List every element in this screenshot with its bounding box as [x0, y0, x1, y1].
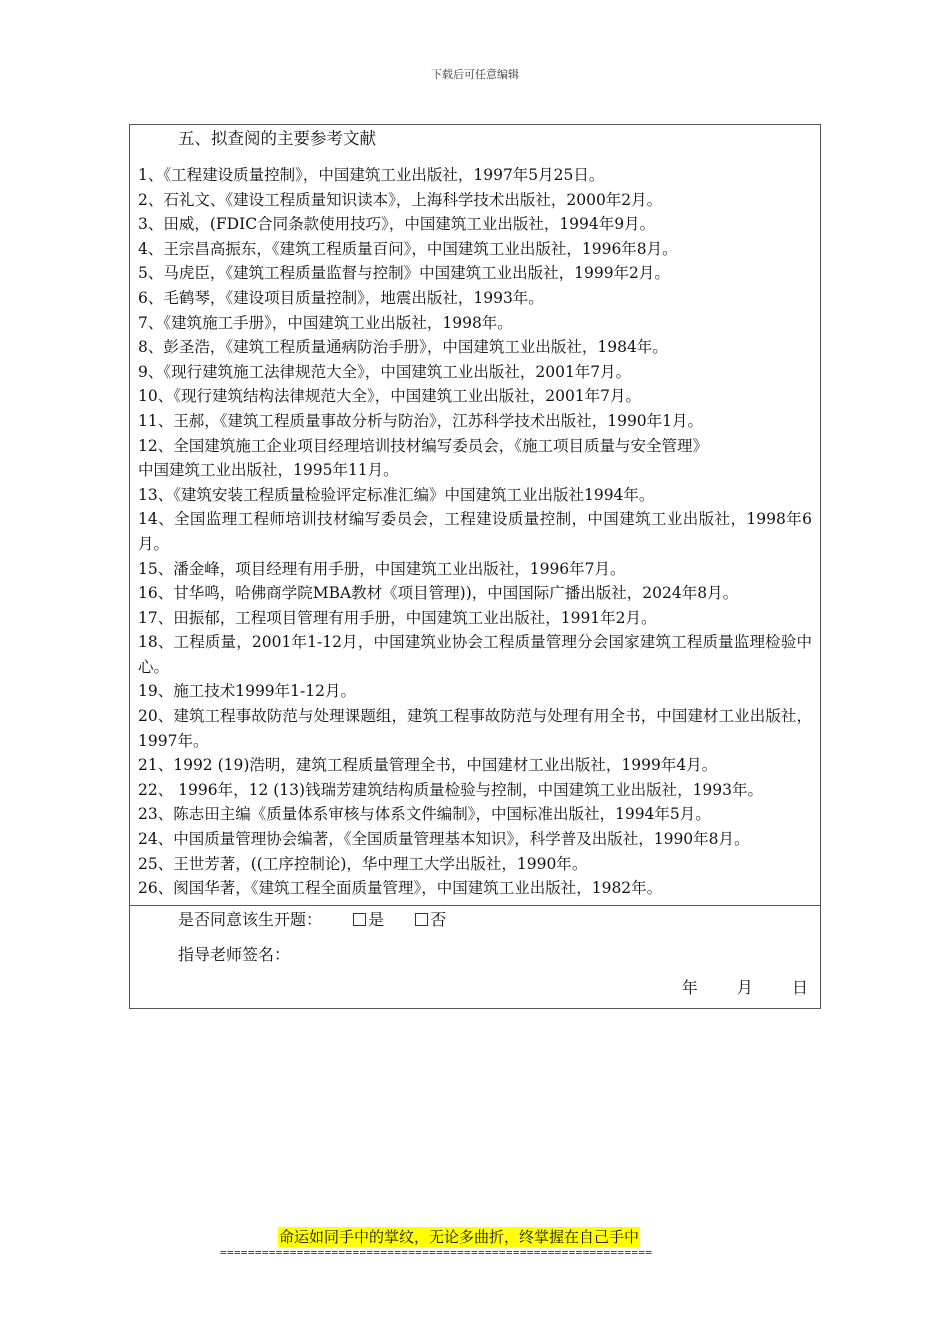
reference-item: 17、田振郁，工程项目管理有用手册，中国建筑工业出版社，1991年2月。	[138, 608, 657, 627]
date-day-label: 日	[791, 977, 808, 997]
reference-item: 18、工程质量，2001年1-12月，中国建筑业协会工程质量管理分会国家建筑工程质量监理检验中心。	[138, 633, 812, 676]
header-note: 下载后可任意编辑	[431, 68, 519, 81]
date-year-label: 年	[681, 977, 698, 997]
checkbox-icon[interactable]	[415, 913, 428, 926]
signature-date	[648, 976, 808, 1000]
reference-item: 26、阂国华著，《建筑工程全面质量管理》，中国建筑工业出版社，1982年。	[138, 879, 663, 898]
reference-item: 2、石礼文、《建设工程质量知识读本》，上海科学技术出版社，2000年2月。	[138, 190, 663, 209]
reference-item: 10、《现行建筑结构法律规范大全》，中国建筑工业出版社，2001年7月。	[138, 387, 642, 406]
reference-item: 5、马虎臣，《建筑工程质量监督与控制》中国建筑工业出版社，1999年2月。	[138, 264, 670, 283]
section-title: 五、拟查阅的主要参考文献	[178, 129, 376, 148]
reference-item: 16、甘华鸣，哈佛商学院MBA教材《项目管理))，中国国际广播出版社，2024年8月。	[138, 584, 739, 603]
checkbox-icon[interactable]	[353, 913, 366, 926]
reference-item: 12、全国建筑施工企业项目经理培训技材编写委员会，《施工项目质量与安全管理》 中国建筑工业出版社，1995年11月。	[138, 436, 708, 480]
approval-question: 是否同意该生开题：	[178, 909, 323, 929]
reference-list	[138, 163, 812, 901]
reference-item: 20、建筑工程事故防范与处理课题组，建筑工程事故防范与处理有用全书，中国建材工业出版社，1997年。	[138, 707, 812, 750]
reference-item: 15、潘金峰，项目经理有用手册，中国建筑工业出版社，1996年7月。	[138, 559, 626, 578]
reference-item: 19、施工技术1999年1-12月。	[138, 682, 356, 701]
reference-item: 11、王郝，《建筑工程质量事故分析与防治》，江苏科学技术出版社，1990年1月。	[138, 411, 704, 430]
reference-item: 3、田威，(FDIC合同条款使用技巧》，中国建筑工业出版社，1994年9月。	[138, 215, 656, 234]
references-cell	[130, 125, 820, 906]
reference-item: 14、全国监理工程师培训技材编写委员会，工程建设质量控制，中国建筑工业出版社，1998年6月。	[138, 510, 812, 553]
approve-yes-label: 是	[368, 909, 385, 929]
approve-no-option[interactable]	[415, 910, 446, 929]
reference-item: 25、王世芳著，((工序控制论)，华中理工大学出版社，1990年。	[138, 854, 588, 873]
reference-item: 1、《工程建设质量控制》，中国建筑工业出版社，1997年5月25日。	[138, 166, 605, 184]
approve-no-label: 否	[430, 909, 447, 929]
approval-question-row	[138, 908, 812, 932]
advisor-signature-label: 指导老师签名：	[178, 944, 291, 964]
reference-item: 6、毛鹤琴，《建设项目质量控制》，地震出版社，1993年。	[138, 288, 544, 307]
reference-item: 13、《建筑安装工程质量检验评定标准汇编》中国建筑工业出版社1994年。	[138, 485, 655, 504]
proposal-form-table	[129, 124, 821, 1009]
date-month-label: 月	[736, 977, 753, 997]
reference-item: 9、《现行建筑施工法律规范大全》，中国建筑工业出版社，2001年7月。	[138, 362, 632, 381]
approve-yes-option[interactable]	[353, 910, 384, 929]
reference-item: 7、《建筑施工手册》，中国建筑工业出版社，1998年。	[138, 313, 513, 332]
reference-item: 24、中国质量管理协会编著，《全国质量管理基本知识》，科学普及出版社，1990年8月。	[138, 830, 750, 849]
reference-item: 22、 1996年，12 (13)钱瑞芳建筑结构质量检验与控制，中国建筑工业出版社，1993年。	[138, 780, 764, 799]
footer-divider: ==============================================================	[220, 1246, 653, 1259]
reference-item: 21、1992 (19)浩明，建筑工程质量管理全书，中国建材工业出版社，1999年4月。	[138, 756, 718, 775]
reference-item: 4、王宗昌高振东，《建筑工程质量百问》，中国建筑工业出版社，1996年8月。	[138, 239, 678, 258]
footer-motto: 命运如同手中的掌纹，无论多曲折，终掌握在自己手中	[279, 1228, 640, 1246]
approval-cell	[130, 906, 820, 1008]
reference-item: 8、彭圣浩，《建筑工程质量通病防治手册》，中国建筑工业出版社，1984年。	[138, 338, 668, 357]
reference-item: 23、陈志田主编《质量体系审核与体系文件编制》，中国标准出版社，1994年5月。	[138, 805, 711, 824]
